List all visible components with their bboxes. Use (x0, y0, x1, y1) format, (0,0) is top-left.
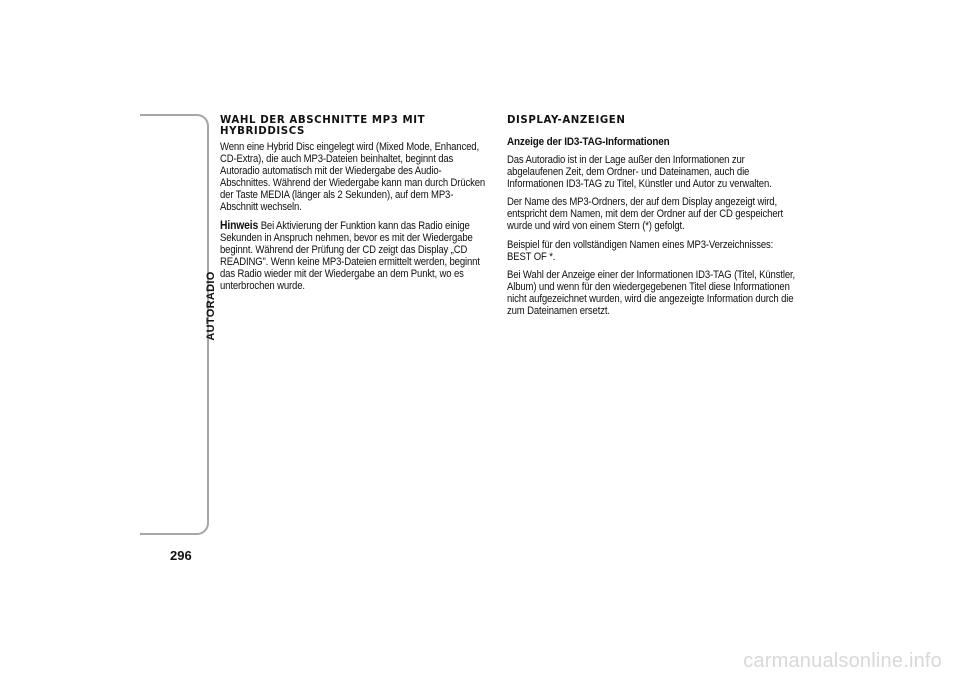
right-paragraph-2: Der Name des MP3-Ordners, der auf dem Display angezeigt wird, entspricht dem Namen, mit dem der Ordner auf der CD gespeichert wurde und wird von einem Stern (*) gefolgt. (507, 196, 784, 233)
right-paragraph-4: Bei Wahl der Anzeige einer der Informationen ID3-TAG (Titel, Künstler, Album) und wenn für den wiedergegebenen Titel diese Informationen nicht aufgezeichnet wurden, wird die angezeigte Information durch die zum Dateinamen ersetzt. (507, 268, 796, 318)
right-subheading: Anzeige der ID3-TAG-Informationen (507, 136, 670, 148)
left-heading: WAHL DER ABSCHNITTE MP3 MIT HYBRIDDISCS (220, 114, 426, 137)
left-column (220, 115, 490, 298)
page-number: 296 (170, 548, 192, 563)
section-label: AUTORADIO (205, 271, 217, 341)
left-paragraph: Wenn eine Hybrid Disc eingelegt wird (Mixed Mode, Enhanced, CD-Extra), die auch MP3-Dateien beinhaltet, beginnt das Autoradio automatisch mit der Wiedergabe des Audio-Abschnittes. Während der Wiedergabe kann man durch Drücken der Taste MEDIA (länger als 2 Sekunden), auf dem MP3-Abschnitt wechseln. (220, 141, 486, 214)
right-paragraph-1: Das Autoradio ist in der Lage außer den Informationen zur abgelaufenen Zeit, dem Ordner- und Dateinamen, auch die Informationen ID3-TAG zu Titel, Künstler und Autor zu verwalten. (507, 154, 772, 191)
note-paragraph (220, 220, 490, 293)
footer-watermark: carmanualsonline.info (743, 650, 942, 672)
note-text: Bei Aktivierung der Funktion kann das Radio einige Sekunden in Anspruch nehmen, bevor es mit der Wiedergabe beginnt. Während der Prüfung der CD zeigt das Display „CD READING". Wenn keine MP3-Dateien ermittelt werden, beginnt das Radio wieder mit der Wiedergabe an dem Punkt, wo es unterbrochen wurde. (220, 219, 480, 293)
right-heading: DISPLAY-ANZEIGEN (507, 114, 626, 126)
sidebar-frame (140, 114, 209, 535)
right-paragraph-3: Beispiel für den vollständigen Namen eines MP3-Verzeichnisses: BEST OF *. (507, 238, 774, 263)
note-label: Hinweis (220, 219, 259, 232)
right-column (507, 115, 795, 323)
